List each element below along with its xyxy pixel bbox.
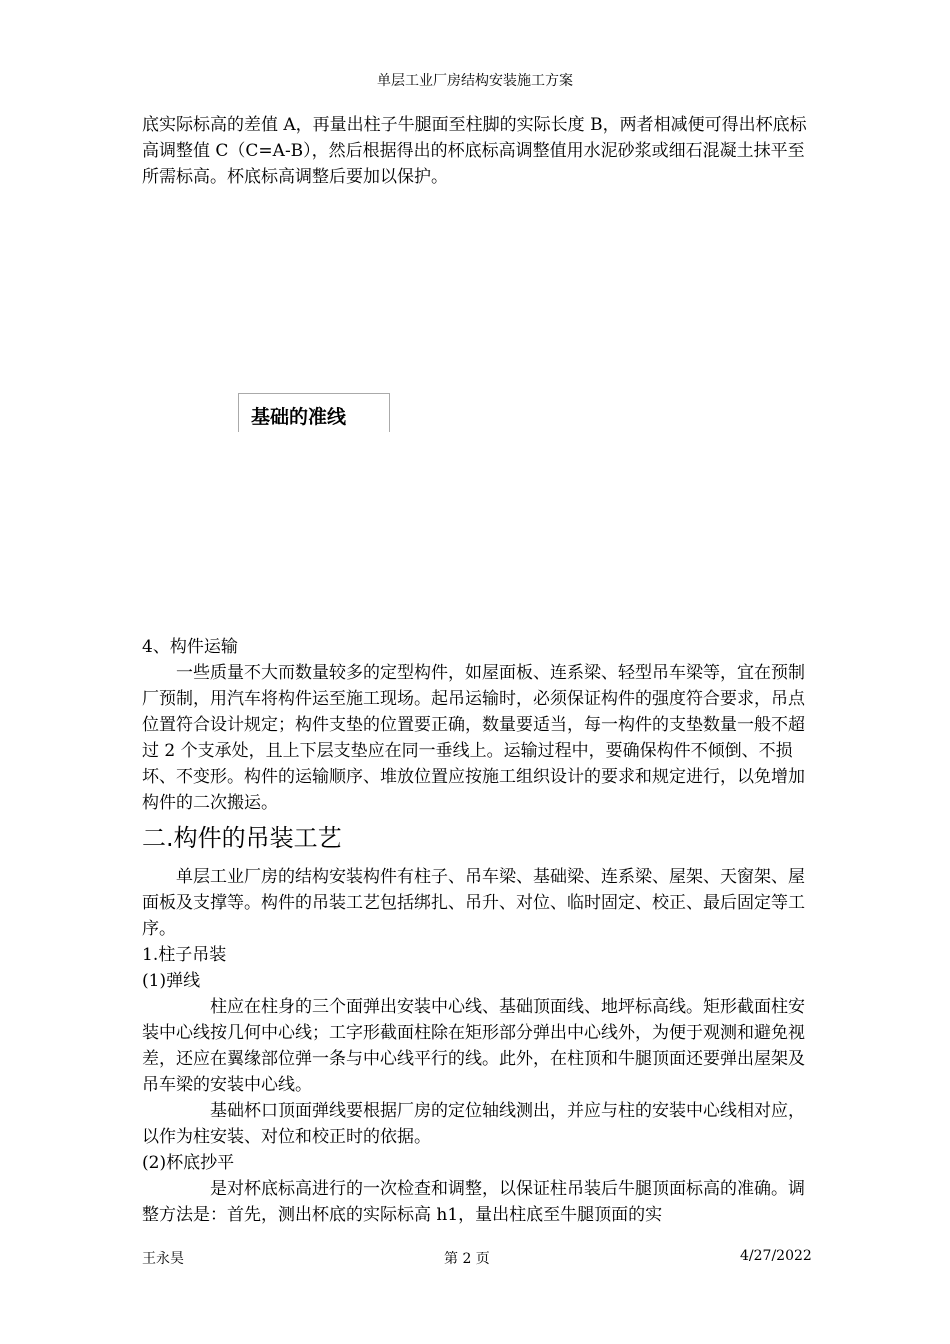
intro-paragraph: 单层工业厂房的结构安装构件有柱子、吊车梁、基础梁、连系梁、屋架、天窗架、屋面板及支撑等。构件的吊装工艺包括绑扎、吊升、对位、临时固定、校正、最后固定等工序。 — [142, 867, 805, 939]
figure-label: 基础的准线 — [251, 406, 347, 428]
subsection-1-title: 1.柱子吊装 — [142, 945, 227, 965]
page-header: 单层工业厂房结构安装施工方案 — [377, 73, 573, 89]
subsection-1a-title: (1)弹线 — [142, 971, 201, 991]
paragraph-top — [142, 112, 810, 190]
subsection-1a-para-2: 基础杯口顶面弹线要根据厂房的定位轴线测出，并应与柱的安装中心线相对应，以作为柱安装、对位和校正时的依据。 — [142, 1101, 805, 1147]
section-4-title: 4、构件运输 — [142, 637, 238, 657]
subsection-1b-title: (2)杯底抄平 — [142, 1153, 235, 1173]
footer-page: 第 2 页 — [444, 1251, 490, 1267]
footer-author: 王永昊 — [142, 1251, 184, 1267]
section-4-text: 一些质量不大而数量较多的定型构件，如屋面板、连系梁、轻型吊车梁等，宜在预制厂预制，用汽车将构件运至施工现场。起吊运输时，必须保证构件的强度符合要求，吊点位置符合设计规定；构件支垫的位置要正确，数量要适当，每一构件的支垫数量一般不超过 2 个支承处，且上下层支垫应在同一垂线上。运输过程中，要确保构件不倾倒、不损坏、不变形。构件的运输顺序、堆放位置应按施工组织设计的要求和规定进行，以免增加构件的二次搬运。 — [142, 663, 805, 813]
footer-date: 4/27/2022 — [740, 1248, 812, 1264]
figure-label-box — [238, 393, 390, 432]
subsection-1a-para-1: 柱应在柱身的三个面弹出安装中心线、基础顶面线、地坪标高线。矩形截面柱安装中心线按几何中心线；工字形截面柱除在矩形部分弹出中心线外，为便于观测和避免视差，还应在翼缘部位弹一条与中心线平行的线。此外，在柱顶和牛腿顶面还要弹出屋架及吊车梁的安装中心线。 — [142, 997, 805, 1095]
heading-2: 二.构件的吊装工艺 — [142, 824, 342, 852]
paragraph-text: 底实际标高的差值 A，再量出柱子牛腿面至柱脚的实际长度 B，两者相减便可得出杯底标高调整值 C（C=A-B），然后根据得出的杯底标高调整值用水泥砂浆或细石混凝土抹平至所需标高。杯底标高调整后要加以保护。 — [142, 115, 807, 187]
subsection-1b-para-1: 是对杯底标高进行的一次检查和调整，以保证柱吊装后牛腿顶面标高的准确。调整方法是：首先，测出杯底的实际标高 h1，量出柱底至牛腿顶面的实 — [142, 1179, 805, 1225]
main-content — [142, 634, 810, 1228]
